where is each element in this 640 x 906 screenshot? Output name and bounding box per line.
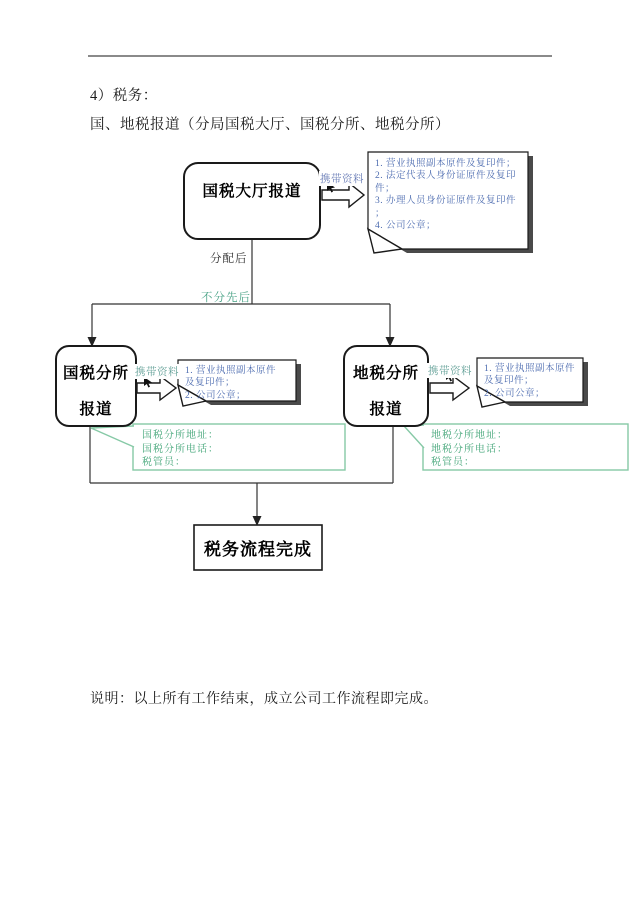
note-main-hall-text: [375, 158, 517, 232]
callout-tail-icon: [91, 426, 134, 447]
callout-line: 地税分所地址：: [431, 430, 508, 441]
note-item: 3. 办理人员身份证原件及复印件；: [375, 196, 517, 219]
node-national-tax-hall: [184, 163, 320, 239]
callout-tail-icon: [404, 425, 424, 448]
section-heading: 4）税务：: [90, 88, 158, 104]
note-item: 4. 公司公章；: [375, 221, 437, 232]
note-item: 2. 公司公章；: [484, 388, 546, 399]
callout-line: 税管员：: [142, 457, 186, 468]
note-national-branch-text: [185, 365, 277, 402]
edge-label-bring-materials-right: 携带资料: [427, 363, 473, 378]
note-item: 1. 营业执照副本原件及复印件；: [375, 159, 517, 169]
note-item: 2. 法定代表人身份证原件及复印件；: [375, 171, 517, 194]
note-item: 1. 营业执照副本原件及复印件；: [185, 366, 277, 389]
edge-label-no-order: 不分先后: [201, 292, 251, 304]
subsection-heading: 国、地税报道（分局国税大厅、国税分所、地税分所）: [90, 117, 450, 133]
note-item: 1. 营业执照副本原件及复印件；: [484, 364, 576, 387]
callout-line: 地税分所电话：: [431, 443, 508, 455]
callout-line: 国税分所地址：: [142, 430, 219, 441]
flow-arrow-right-icon: [137, 376, 176, 400]
callout-national-branch-text: [142, 429, 219, 470]
note-local-branch-text: [484, 363, 576, 400]
node-label-process-complete: 税务流程完成: [204, 540, 312, 559]
node-label-national-branch: 国税分所: [62, 365, 129, 382]
edge-label-bring-materials-top: 携带资料: [319, 171, 365, 186]
node-label-national-tax-hall: 国税大厅报道: [202, 183, 302, 200]
callout-local-branch-text: [431, 429, 508, 470]
node-label-local-branch: 地税分所: [352, 365, 419, 382]
callout-line: 税管员：: [431, 457, 475, 468]
note-item: 2. 公司公章；: [185, 390, 247, 401]
edge-label-after-allocation: 分配后: [210, 253, 248, 265]
edge-label-bring-materials-left: 携带资料: [134, 364, 180, 379]
node-label-national-branch-2: 报道: [79, 401, 113, 418]
footer-explanation: 说明：以上所有工作结束，成立公司工作流程即完成。: [90, 692, 438, 707]
callout-line: 国税分所电话：: [142, 443, 219, 455]
flow-arrow-right-icon: [430, 376, 469, 400]
node-label-local-branch-2: 报道: [369, 401, 403, 418]
